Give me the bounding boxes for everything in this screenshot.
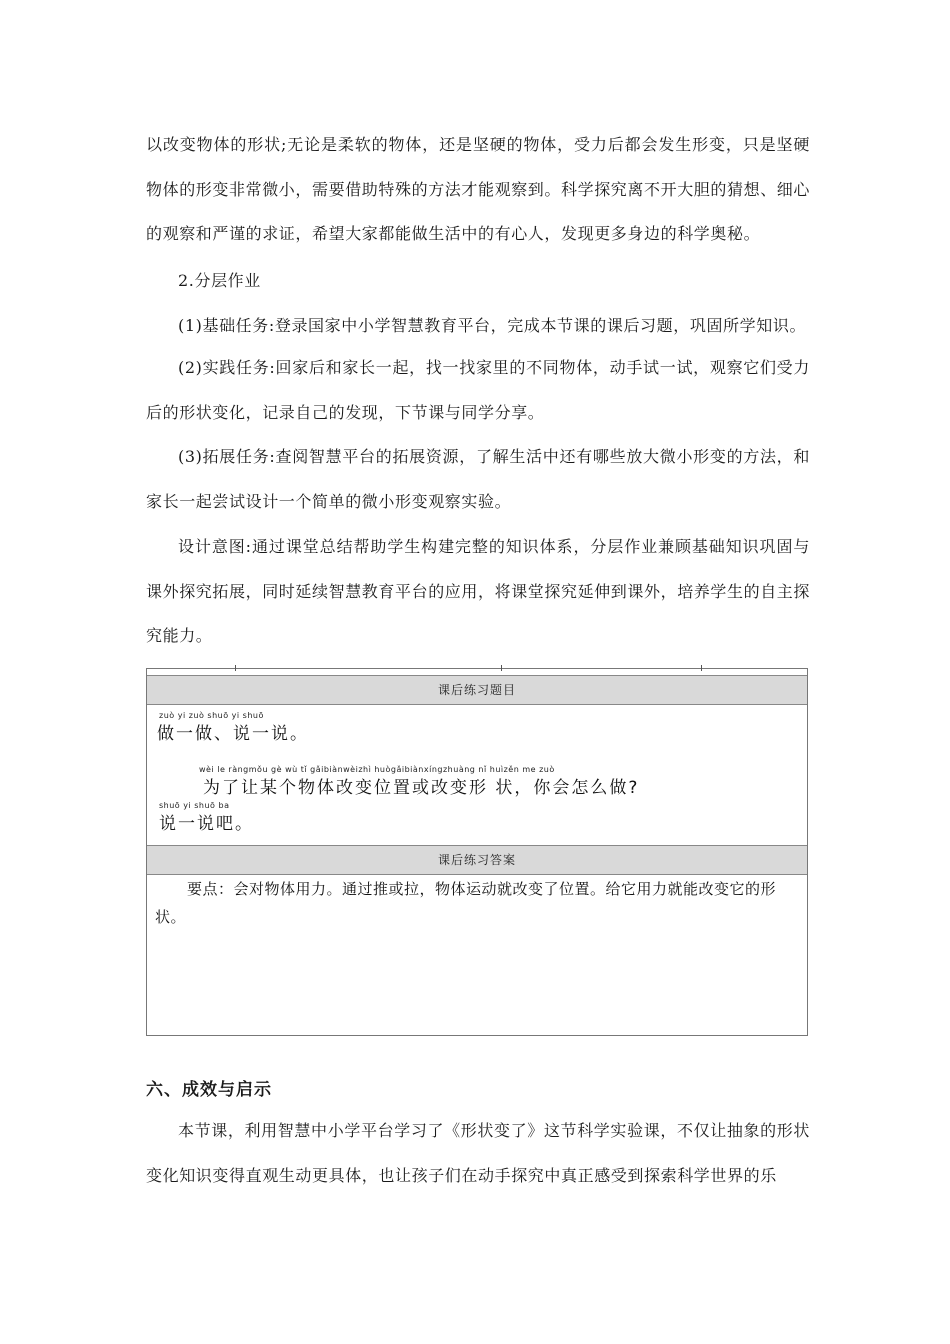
exercise-header: 课后练习题目 — [147, 675, 807, 705]
ruler-tick — [701, 665, 702, 671]
ruler-tick — [235, 665, 236, 671]
practice-task: (2)实践任务:回家后和家长一起，找一找家里的不同物体，动手试一试，观察它们受力后的形状变化，记录自己的发现，下节课与同学分享。 — [146, 358, 810, 422]
exercise-line-2: 为了让某个物体改变位置或改变形 状，你会怎么做? — [203, 778, 640, 798]
pinyin-line-2: wèi le ràngmǒu gè wù tǐ gǎibiànwèizhì huògǎibiànxíngzhuàng nǐ huìzěn me zuò — [199, 765, 555, 774]
extension-task: (3)拓展任务:查阅智慧平台的拓展资源，了解生活中还有哪些放大微小形变的方法，和家长一起尝试设计一个简单的微小形变观察实验。 — [146, 447, 810, 511]
answer-header: 课后练习答案 — [147, 845, 807, 875]
pinyin-line-3: shuō yi shuō ba — [159, 801, 230, 810]
homework-title: 2.分层作业 — [178, 271, 261, 290]
exercise-line-3: 说一说吧。 — [159, 814, 254, 834]
pinyin-line-1: zuò yi zuò shuō yi shuō — [159, 711, 264, 720]
basic-task: (1)基础任务:登录国家中小学智慧教育平台，完成本节课的课后习题，巩固所学知识。 — [178, 316, 807, 335]
exercise-line-1: 做一做、说一说。 — [157, 724, 309, 744]
exercise-figure — [146, 668, 808, 1036]
answer-text: 要点：会对物体用力。通过推或拉，物体运动就改变了位置。给它用力就能改变它的形状。 — [155, 880, 777, 926]
ruler-tick — [501, 665, 502, 671]
section-heading: 六、成效与启示 — [146, 1080, 272, 1100]
design-intent-paragraph: 设计意图:通过课堂总结帮助学生构建完整的知识体系，分层作业兼顾基础知识巩固与课外探究拓展，同时延续智慧教育平台的应用，将课堂探究延伸到课外，培养学生的自主探究能力。 — [146, 537, 811, 645]
results-paragraph: 本节课，利用智慧中小学平台学习了《形状变了》这节科学实验课，不仅让抽象的形状变化知识变得直观生动更具体，也让孩子们在动手探究中真正感受到探索科学世界的乐 — [146, 1121, 810, 1185]
conclusion-paragraph: 以改变物体的形状;无论是柔软的物体，还是坚硬的物体，受力后都会发生形变，只是坚硬物体的形变非常微小，需要借助特殊的方法才能观察到。科学探究离不开大胆的猜想、细心的观察和严谨的求证，希望大家都能做生活中的有心人，发现更多身边的科学奥秘。 — [146, 135, 811, 243]
